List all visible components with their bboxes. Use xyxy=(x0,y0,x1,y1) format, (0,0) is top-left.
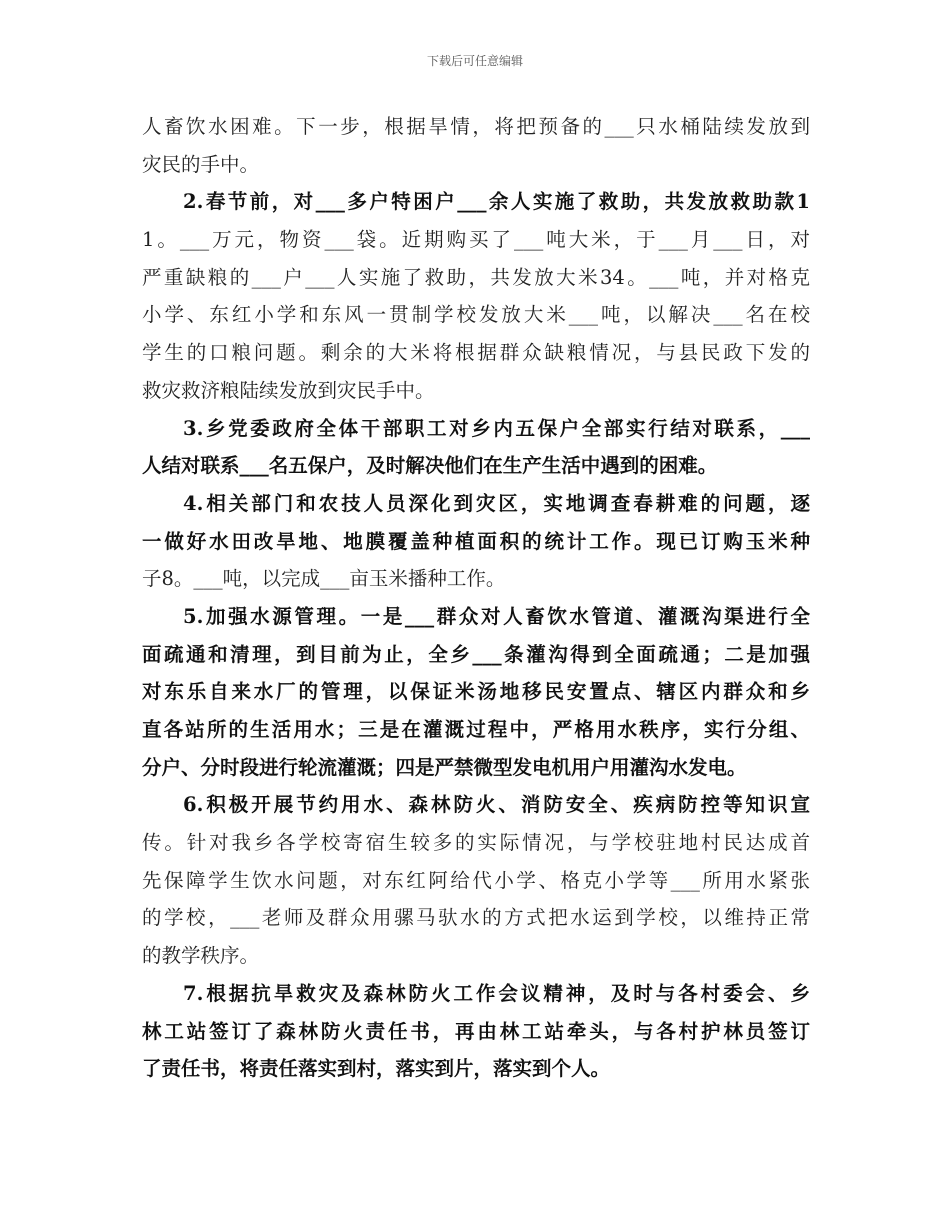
page-header: 下载后可任意编辑 xyxy=(426,54,523,68)
text-line: 4.相关部门和农技人员深化到灾区，实地调查春耕难的问题，逐 xyxy=(183,491,810,515)
text-line: 救灾救济粮陆续发放到灾民手中。 xyxy=(142,378,435,402)
text-line: 灾民的手中。 xyxy=(142,152,260,176)
text-line: 面疏通和清理，到目前为止，全乡___条灌沟得到全面疏通；二是加强 xyxy=(142,642,810,666)
text-line: 小学、东红小学和东风一贯制学校发放大米___吨，以解决___名在校 xyxy=(142,303,810,327)
text-line: 6.积极开展节约用水、森林防火、消防安全、疾病防控等知识宣 xyxy=(183,793,810,817)
text-line: 传。针对我乡各学校寄宿生较多的实际情况，与学校驻地村民达成首 xyxy=(142,831,810,855)
text-line: 分户、分时段进行轮流灌溉；四是严禁微型发电机用户用灌沟水发电。 xyxy=(142,755,747,779)
text-line: 的教学秩序。 xyxy=(142,944,260,968)
text-line: 子8。___吨，以完成___亩玉米播种工作。 xyxy=(142,567,506,591)
document-body xyxy=(142,108,810,1088)
text-line: 先保障学生饮水问题，对东红阿给代小学、格克小学等___所用水紧张 xyxy=(142,868,810,892)
text-line: 对东乐自来水厂的管理，以保证米汤地移民安置点、辖区内群众和乡 xyxy=(142,680,810,704)
text-line: 学生的口粮问题。剩余的大米将根据群众缺粮情况，与县民政下发的 xyxy=(142,341,810,365)
text-line: 严重缺粮的___户___人实施了救助，共发放大米34。___吨，并对格克 xyxy=(142,265,810,289)
text-line: 3.乡党委政府全体干部职工对乡内五保户全部实行结对联系，___ xyxy=(183,416,810,440)
text-line: 7.根据抗旱救灾及森林防火工作会议精神，及时与各村委会、乡 xyxy=(183,981,810,1005)
text-line: 2.春节前，对___多户特困户___余人实施了救助，共发放救助款1 xyxy=(183,190,810,214)
text-line: 人结对联系___名五保户，及时解决他们在生产生活中遇到的困难。 xyxy=(142,454,718,478)
text-line: 了责任书，将责任落实到村，落实到片，落实到个人。 xyxy=(142,1057,611,1081)
text-line: 直各站所的生活用水；三是在灌溉过程中，严格用水秩序，实行分组、 xyxy=(142,718,810,741)
text-line: 1。___万元，物资___袋。近期购买了___吨大米，于___月___日，对 xyxy=(142,228,810,252)
text-line: 的学校，___老师及群众用骡马驮水的方式把水运到学校，以维持正常 xyxy=(142,906,810,930)
text-line: 一做好水田改旱地、地膜覆盖种植面积的统计工作。现已订购玉米种 xyxy=(142,529,810,553)
text-line: 人畜饮水困难。下一步，根据旱情，将把预备的___只水桶陆续发放到 xyxy=(142,115,810,138)
text-line: 5.加强水源管理。一是___群众对人畜饮水管道、灌溉沟渠进行全 xyxy=(183,604,810,628)
text-line: 林工站签订了森林防火责任书，再由林工站牵头，与各村护林员签订 xyxy=(142,1019,810,1043)
